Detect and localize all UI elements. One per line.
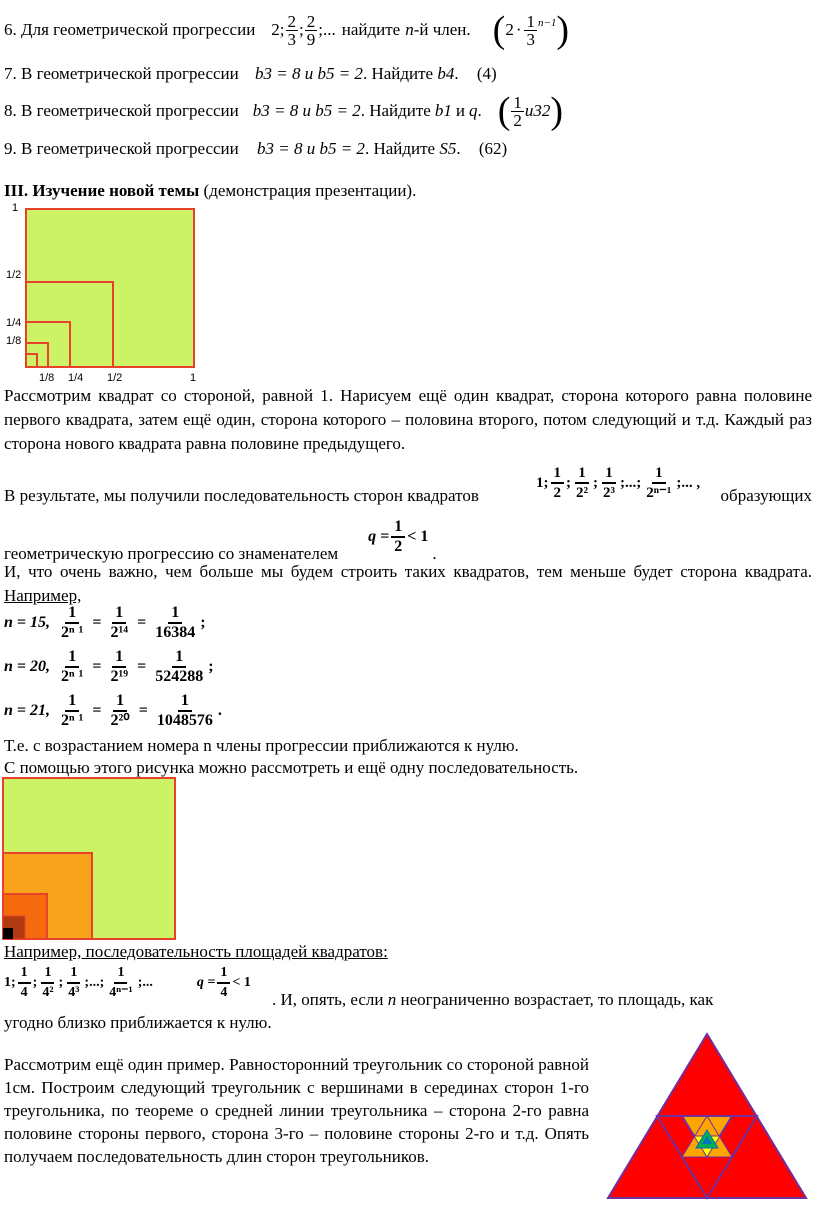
example-row-3: n = 21, $\frac{1}{\text{2ⁿ ¹}}$ = $\frac{1}{\text{2²⁰}}$ = $\frac{1}{1048576}$ . xyxy=(4,692,222,729)
sides-sequence: 1; $\frac{1}{2}$ ; $\frac{1}{\text{2²}}$ ; $\frac{1}{\text{2³}}$ ;...; $\frac{1}{\text{2ⁿ⁻¹}}$ ;... , xyxy=(536,465,701,501)
task-6-frac-2: $\frac{2}{9}$ xyxy=(306,11,316,49)
area-svg xyxy=(0,776,180,942)
line-te: Т.е. с возрастанием номера n члены прогрессии приближаются к нулю. xyxy=(4,736,519,755)
square-1 xyxy=(26,209,194,367)
paragraph-triangle: Рассмотрим ещё один пример. Равносторонний треугольник со стороной равной 1см. Построим следующий треугольник с вершинами в серединах сторон 1-го треугольника, по теореме о средней линии треугольника – сторона 2-го равна половине стороны первого, сторона 3-го – половине стороны 2-го и т.д. Опять получаем последовательность длин сторон треугольников. xyxy=(4,1055,589,1166)
left-label-quarter: 1/4 xyxy=(6,317,22,329)
denominator-line: геометрическую прогрессию со знаменателем q = $\frac{1}{2}$ < 1 . xyxy=(4,518,437,563)
task-8-lead: 8. В геометрической прогрессии xyxy=(4,101,239,120)
example-row-1: n = 15, $\frac{1}{\text{2ⁿ ¹}}$ = $\frac{1}{\text{2¹⁴}}$ = $\frac{1}{16384}$ ; xyxy=(4,604,206,641)
task-7-lead: 7. В геометрической прогрессии xyxy=(4,64,239,83)
area-text-line: . И, опять, если n неограниченно возрастает, то площадь, как xyxy=(272,990,714,1009)
paragraph-squares: Рассмотрим квадрат со стороной, равной 1. Нарисуем ещё один квадрат, сторона которого равна половине первого квадрата, затем ещё один, сторона которого – половина второго, потом следующий и т.д. Каждый раз сторона нового квадрата равна половине предыдущего. xyxy=(4,386,812,453)
task-7-answer: (4) xyxy=(476,64,497,83)
task-8: 8. В геометрической прогрессии b3 = 8 и b5 = 2 . Найдите b1 и q . ( $\frac{1}{2}$ и32 ) xyxy=(4,90,564,132)
task-8-target-1: b1 xyxy=(434,101,452,120)
bottom-label-eighth: 1/8 xyxy=(39,372,55,384)
left-label-eighth: 1/8 xyxy=(6,335,22,347)
task-6-frac-1: $\frac{2}{3}$ xyxy=(287,11,297,49)
task-6-n: n xyxy=(405,20,414,39)
sequence-after: образующих xyxy=(720,486,812,505)
bottom-label-1: 1 xyxy=(190,372,197,384)
bottom-label-half: 1/2 xyxy=(107,372,123,384)
area-sequence: 1; $\frac{1}{4}$ ; $\frac{1}{\text{4²}}$ ; $\frac{1}{\text{4³}}$ ;...; $\frac{1}{\text{4ⁿ⁻¹}}$ ;... q = $\frac{1}{4}$ < 1 xyxy=(4,965,251,1000)
denominator-text: геометрическую прогрессию со знаменателем xyxy=(4,544,339,563)
task-9: 9. В геометрической прогрессии b3 = 8 и b5 = 2. Найдите S5. (62) xyxy=(4,139,508,158)
section-3-title: III. Изучение новой темы xyxy=(4,181,200,200)
section-3-heading xyxy=(4,181,416,201)
task-7-cond: b3 = 8 и b5 = 2 xyxy=(254,64,363,83)
task-6-lead: 6. Для геометрической прогрессии xyxy=(4,20,256,39)
sequence-intro: В результате, мы получили последовательность сторон квадратов xyxy=(4,486,479,505)
task-6: 6. Для геометрической прогрессии 2; $\frac{2}{3}$ ; $\frac{2}{9}$ ;... найдите n -й член. ( 2 · $\frac{1}{3}$ $^{n-1}$ ) xyxy=(4,9,570,51)
section-3-note: (демонстрация презентации). xyxy=(203,181,417,200)
area-square-5 xyxy=(3,928,13,939)
paragraph-important: И, что очень важно, чем больше мы будем строить таких квадратов, тем меньше будет сторона квадрата. Например, xyxy=(4,562,812,605)
example-row-2: n = 20, $\frac{1}{\text{2ⁿ ¹}}$ = $\frac{1}{\text{2¹⁹}}$ = $\frac{1}{524288}$ ; xyxy=(4,648,214,685)
triangle-figure xyxy=(606,1032,808,1200)
example-link: Например, xyxy=(4,586,82,605)
squares-figure xyxy=(0,200,210,386)
bottom-label-quarter: 1/4 xyxy=(68,372,84,384)
left-label-half: 1/2 xyxy=(6,269,22,281)
task-8-cond: b3 = 8 и b5 = 2 xyxy=(252,101,361,120)
task-6-answer: ( 2 · $\frac{1}{3}$ $^{n-1}$ ) xyxy=(492,9,570,51)
paragraph-sequence xyxy=(4,464,812,524)
task-9-answer: (62) xyxy=(478,139,508,158)
squares-svg xyxy=(0,200,210,386)
task-9-lead: 9. В геометрической прогрессии xyxy=(4,139,239,158)
task-6-seq-tail: ;... xyxy=(318,20,336,39)
area-text-line-2: угодно близко приближается к нулю. xyxy=(4,1013,272,1032)
area-title: Например, последовательность площадей квадратов: xyxy=(4,942,388,961)
area-figure xyxy=(0,776,180,942)
task-8-target-2: q xyxy=(468,101,478,120)
task-7: 7. В геометрической прогрессии b3 = 8 и b5 = 2. Найдите b4. (4) xyxy=(4,64,497,83)
left-label-1: 1 xyxy=(12,202,19,214)
triangle-svg xyxy=(606,1032,808,1200)
task-8-answer: ( $\frac{1}{2}$ и32 ) xyxy=(497,90,564,132)
task-9-target: S5 xyxy=(439,139,457,158)
task-6-tail: -й член. xyxy=(413,20,471,39)
task-6-seq-start: 2; xyxy=(271,20,285,39)
task-7-target: b4 xyxy=(437,64,455,83)
task-6-mid: найдите xyxy=(341,20,401,39)
task-9-cond: b3 = 8 и b5 = 2 xyxy=(256,139,365,158)
line-help: С помощью этого рисунка можно рассмотреть и ещё одну последовательность. xyxy=(4,758,579,777)
q-quarter: q = $\frac{1}{4}$ < 1 xyxy=(196,965,251,1000)
q-half: q = $\frac{1}{2}$ < 1 xyxy=(368,518,429,555)
